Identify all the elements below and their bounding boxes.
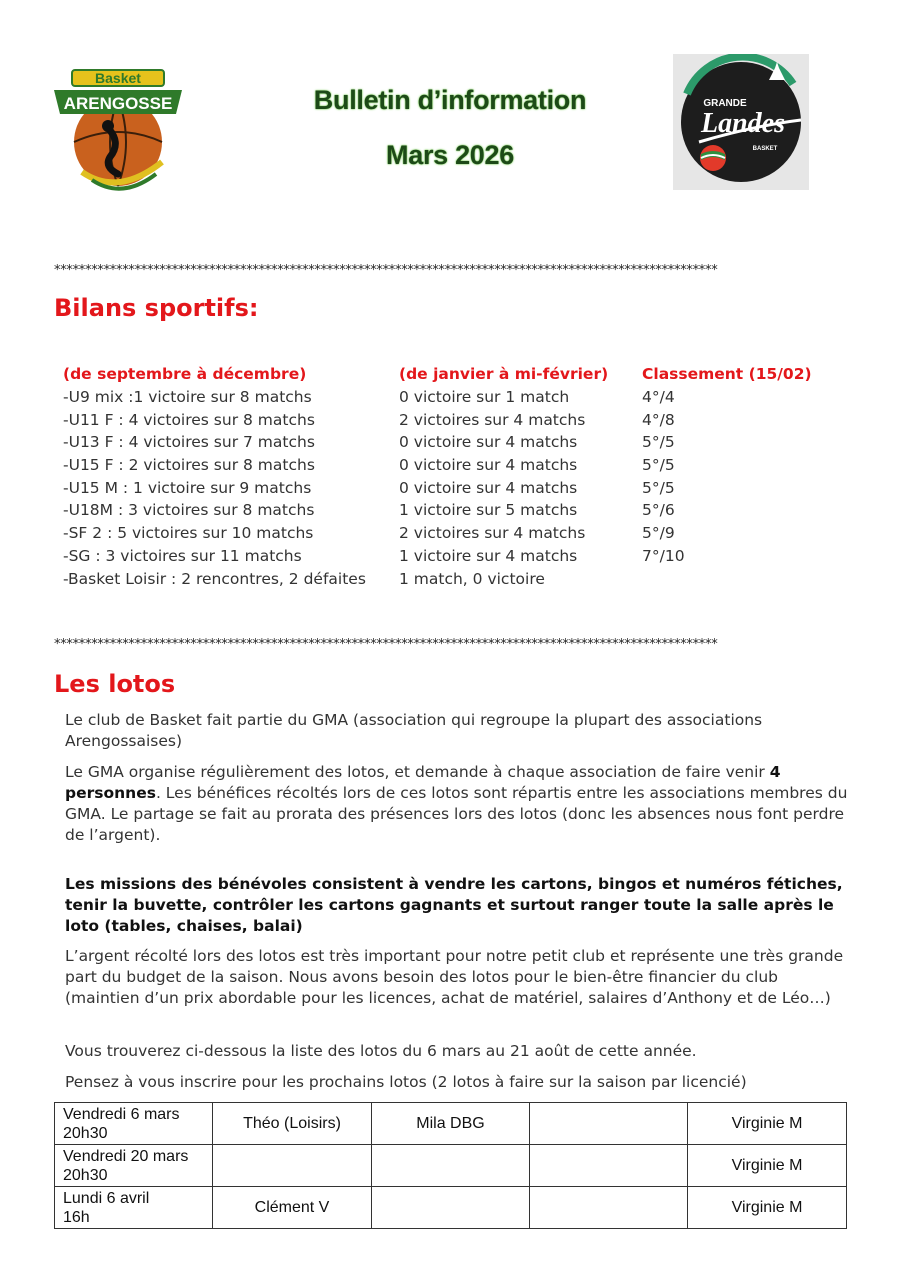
volunteer-cell <box>530 1145 688 1187</box>
lotos-p2-before: Le GMA organise régulièrement des lotos, et demande à chaque association de faire venir <box>65 763 770 781</box>
volunteer-cell <box>530 1187 688 1229</box>
bilans-cell: 0 victoire sur 1 match <box>399 388 570 406</box>
bilans-heading: Bilans sportifs: <box>54 294 259 322</box>
logo-left-text-top: Basket <box>95 70 141 86</box>
bilans-cell: 5°/6 <box>642 501 675 520</box>
logo-right-text-top: GRANDE <box>703 98 747 109</box>
volunteer-cell: Virginie M <box>688 1145 847 1187</box>
bilans-cell: -SG : 3 victoires sur 11 matchs <box>63 546 302 565</box>
bilans-col-autumn <box>63 363 393 589</box>
volunteer-cell: Virginie M <box>688 1103 847 1145</box>
table-row <box>55 1187 847 1229</box>
separator-line: *********************************************************************************************************** <box>54 638 718 652</box>
lotos-schedule-table <box>54 1102 847 1229</box>
loto-date-cell <box>55 1187 213 1229</box>
loto-date: Vendredi 6 mars <box>63 1105 180 1123</box>
bulletin-title: Bulletin d’information <box>313 85 587 115</box>
bilans-cell: 0 victoire sur 4 matchs <box>399 456 578 475</box>
bilans-header-ranking: Classement (15/02) <box>642 365 812 383</box>
logo-right-text-sub: BASKET <box>752 146 778 152</box>
bulletin-date: Mars 2026 <box>386 140 514 170</box>
loto-date-cell <box>55 1103 213 1145</box>
lotos-paragraph-register: Pensez à vous inscrire pour les prochains lotos (2 lotos à faire sur la saison par licencié) <box>65 1073 747 1091</box>
volunteer-cell <box>372 1145 530 1187</box>
bilans-cell: -SF 2 : 5 victoires sur 10 matchs <box>63 524 314 543</box>
bilans-cell: 1 match, 0 victoire <box>399 569 545 588</box>
loto-time: 20h30 <box>63 1166 108 1184</box>
lotos-paragraph-missions: Les missions des bénévoles consistent à vendre les cartons, bingos et numéros fétiches, tenir la buvette, contrôler les cartons gagnants et surtout ranger toute la salle après le loto (tables, chaises, balai) <box>65 875 843 935</box>
loto-date: Vendredi 20 mars <box>63 1147 189 1165</box>
bilans-cell: 5°/5 <box>642 478 675 497</box>
logo-right-text-main: Landes <box>701 108 785 139</box>
bilans-cell: -U13 F : 4 victoires sur 7 matchs <box>63 433 315 452</box>
lotos-paragraph-list: Vous trouverez ci-dessous la liste des lotos du 6 mars au 21 août de cette année. <box>65 1042 697 1060</box>
bilans-cell: 5°/9 <box>642 524 675 543</box>
bilans-cell: 0 victoire sur 4 matchs <box>399 478 578 497</box>
bilans-header-autumn: (de septembre à décembre) <box>63 365 307 383</box>
bilans-cell: -Basket Loisir : 2 rencontres, 2 défaites <box>63 569 366 588</box>
lotos-paragraph-importance: L’argent récolté lors des lotos est très important pour notre petit club et représente une très grande part du budget de la saison. Nous avons besoin des lotos pour le bien-être financier du club (maintien d’un prix abordable pour les licences, achat de matériel, salaires d’Anthony et de Léo…) <box>65 947 844 1007</box>
bilans-col-ranking <box>642 363 842 568</box>
loto-date: Lundi 6 avril <box>63 1189 150 1207</box>
table-row <box>55 1103 847 1145</box>
bilans-cell: 2 victoires sur 4 matchs <box>399 524 586 543</box>
lotos-paragraph-organisation <box>65 762 850 846</box>
volunteer-cell: Clément V <box>213 1187 372 1229</box>
table-row <box>55 1145 847 1187</box>
loto-time: 20h30 <box>63 1124 108 1142</box>
loto-date-cell <box>55 1145 213 1187</box>
volunteer-cell: Virginie M <box>688 1187 847 1229</box>
bilans-cell: 5°/5 <box>642 456 675 475</box>
bilans-cell: 7°/10 <box>642 546 685 565</box>
logo-left-text-main: ARENGOSSE <box>63 94 173 113</box>
bilans-header-winter: (de janvier à mi-février) <box>399 365 609 383</box>
bilans-cell: -U15 F : 2 victoires sur 8 matchs <box>63 456 315 475</box>
bilans-cell: 0 victoire sur 4 matchs <box>399 433 578 452</box>
volunteer-cell <box>372 1187 530 1229</box>
lotos-p2-bold: 4 personnes <box>65 763 781 802</box>
bilans-cell: -U18M : 3 victoires sur 8 matchs <box>63 501 315 520</box>
bilans-col-winter <box>399 363 639 590</box>
bilans-cell: 1 victoire sur 5 matchs <box>399 501 578 520</box>
lotos-p2-after: . Les bénéfices récoltés lors de ces lotos sont répartis entre les associations membres du GMA. Le partage se fait au prorata des présences lors des lotos (donc les absences nous font perdre de l’argent). <box>65 784 848 844</box>
lotos-paragraph-gma: Le club de Basket fait partie du GMA (association qui regroupe la plupart des associations Arengossaises) <box>65 711 763 750</box>
lotos-heading: Les lotos <box>54 670 176 698</box>
bilans-cell: 5°/5 <box>642 433 675 452</box>
volunteer-cell <box>213 1145 372 1187</box>
bilans-cell: -U15 M : 1 victoire sur 9 matchs <box>63 478 312 497</box>
separator-line: *********************************************************************************************************** <box>54 264 718 278</box>
bilans-cell: 4°/4 <box>642 388 675 406</box>
loto-time: 16h <box>63 1208 90 1226</box>
bilans-cell: 4°/8 <box>642 410 675 429</box>
volunteer-cell: Mila DBG <box>372 1103 530 1145</box>
arengosse-logo <box>52 62 184 192</box>
volunteer-cell: Théo (Loisirs) <box>213 1103 372 1145</box>
bilans-cell: 1 victoire sur 4 matchs <box>399 546 578 565</box>
bilans-cell: -U11 F : 4 victoires sur 8 matchs <box>63 410 315 429</box>
bilans-cell: -U9 mix :1 victoire sur 8 matchs <box>63 388 312 406</box>
volunteer-cell <box>530 1103 688 1145</box>
grande-landes-logo <box>673 54 809 190</box>
bilans-cell: 2 victoires sur 4 matchs <box>399 410 586 429</box>
